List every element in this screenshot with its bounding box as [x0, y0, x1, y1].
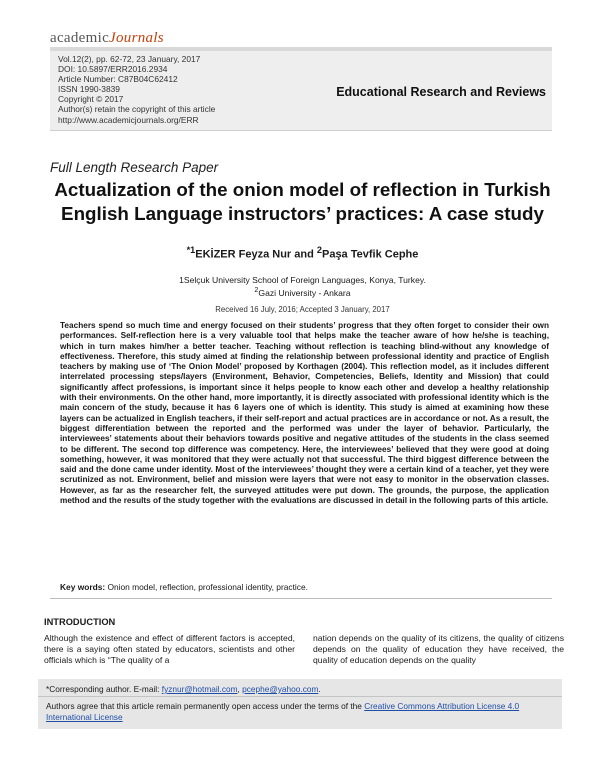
- title-line-2: English Language instructors’ practices: A case study: [61, 203, 544, 224]
- author-2-mark: 2: [316, 245, 322, 255]
- affiliation-1: 1Selçuk University School of Foreign Languages, Konya, Turkey.: [179, 275, 426, 285]
- meta-doi: DOI: 10.5897/ERR2016.2934: [58, 64, 168, 75]
- affiliation-2: Gazi University - Ankara: [258, 287, 351, 298]
- email-link-2[interactable]: pcephe@yahoo.com: [242, 684, 319, 694]
- meta-rights: Author(s) retain the copyright of this article: [58, 104, 216, 115]
- intro-column-right: nation depends on the quality of its citizens, the quality of citizens depends on the quality of education they have received, the quality of education depends on the quality: [313, 633, 564, 665]
- author-1: EKİZER Feyza Nur: [195, 248, 292, 261]
- footnote-divider: [38, 696, 562, 697]
- affiliations: [50, 275, 555, 298]
- keywords-label: Key words:: [60, 582, 106, 592]
- meta-issn: ISSN 1990-3839: [58, 84, 120, 95]
- keywords-divider: [50, 598, 552, 599]
- introduction-heading: INTRODUCTION: [44, 617, 116, 627]
- authors-and: and: [291, 248, 317, 261]
- article-header-box: [50, 51, 552, 131]
- license-note: [46, 701, 556, 722]
- received-dates: Received 16 July, 2016; Accepted 3 January, 2017: [215, 305, 390, 314]
- publisher-logo: [50, 30, 164, 47]
- meta-copyright: Copyright © 2017: [58, 94, 124, 105]
- logo-part-1: academic: [50, 30, 110, 46]
- author-2: Paşa Tevfik Cephe: [321, 248, 419, 261]
- paper-type: Full Length Research Paper: [50, 160, 219, 175]
- logo-part-2: Journals: [109, 30, 164, 46]
- license-text: Authors agree that this article remain permanently open access under the terms of the: [46, 701, 365, 711]
- footnote-box: [38, 679, 562, 729]
- journal-name: Educational Research and Reviews: [336, 85, 546, 99]
- license-link[interactable]: Creative Commons Attribution License 4.0 International License: [46, 701, 520, 722]
- meta-url[interactable]: http://www.academicjournals.org/ERR: [58, 114, 199, 125]
- authors: [50, 245, 555, 261]
- meta-volume: Vol.12(2), pp. 62-72, 23 January, 2017: [58, 54, 201, 64]
- paper-title: [50, 178, 555, 226]
- email-end: .: [318, 684, 321, 694]
- article-metadata: [58, 54, 215, 125]
- abstract: Teachers spend so much time and energy focused on their students’ progress that they often forget to consider their own performances. Self-reflection here is a very valuable tool that helps make the teacher aware of how he/she is teaching, which in turn makes him/her a better teacher. Teaching without reflection is teaching blind-without any knowledge of effectiveness. Therefore, this study aimed at finding the relationship between professional identity and practice of English teachers by making use of ‘The Onion Model’ proposed by Korthagen (2004). This reflection model, as it includes different interrelated processing steps/layers (Environment, Behavior, Competencies, Beliefs, Identity and Mission) that could significantly affect professions, is important since it helps people to know each other and develop a healthy relationship with their environments. On the other hand, more importantly, it is directly associated with professional identity which is the main concern of the study, because it has 6 layers one of which is identity. This study is aimed at examining how these layers can be actualized in English teachers, if their self-report and actual practices are in accordance or not. As a result, the biggest differentiation between the reported and the performed was under the layer of behavior. Particularly, the interviewees’ statements about their behaviors towards positive and negative attitudes of the students in the class seemed to be different. The second top difference was competency. Here, the interviewees’ believed that they were good at doing something, however, it was monitored that they were actually not that successful. The third biggest difference between the said and the done came under identity. Most of the interviewees’ thought they were a certain kind of a teacher, yet they were scrutinized as not. Environment, belief and mission were layers that were not easy to monitor in the observation classes. However, as far as the researcher felt, the surveyed attitudes were put down. The grounds, the purpose, the application method and the results of the study together with the evaluations are discussed in detail in the following parts of this article.: [60, 321, 549, 506]
- corresponding-author: [46, 684, 321, 694]
- affiliation-2-mark: 2: [254, 286, 259, 294]
- intro-column-left: Although the existence and effect of different factors is accepted, there is a saying often stated by educators, scientists and other officials which is “The quality of a: [44, 633, 295, 665]
- email-separator: ,: [237, 684, 243, 694]
- keywords-text: Onion model, reflection, professional identity, practice.: [107, 582, 308, 592]
- corresponding-label: *Corresponding author. E-mail:: [46, 684, 162, 694]
- keywords: [60, 582, 549, 592]
- email-link-1[interactable]: fyznur@hotmail.com: [161, 684, 238, 694]
- author-1-mark: *1: [186, 245, 196, 255]
- meta-article-number: Article Number: C87B04C62412: [58, 74, 178, 85]
- title-line-1: Actualization of the onion model of reflection in Turkish: [54, 179, 551, 200]
